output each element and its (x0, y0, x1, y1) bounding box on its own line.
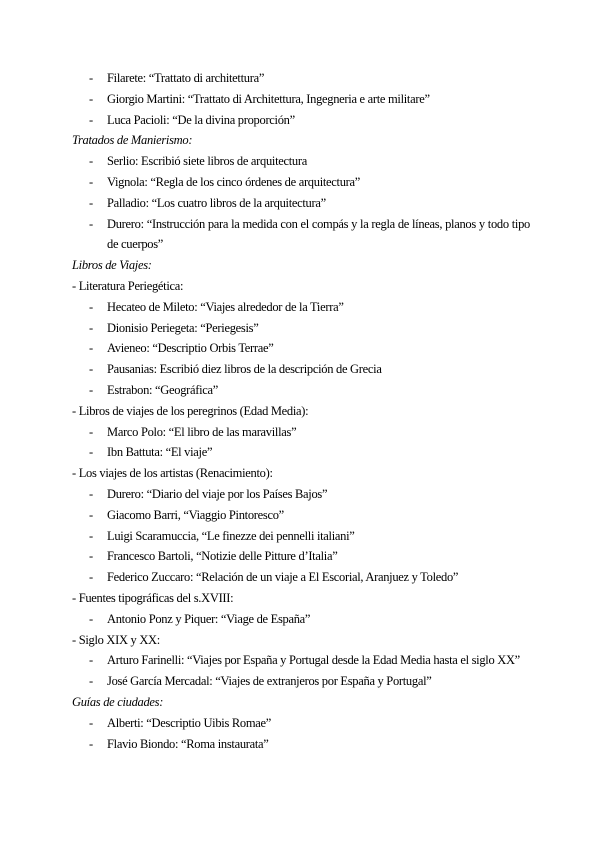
list-item (72, 68, 530, 89)
bullet-dash: - (89, 299, 93, 314)
list-item (72, 359, 530, 380)
list-item-text: Giacomo Barri, “Viaggio Pintoresco” (107, 507, 284, 522)
group-heading: - Siglo XIX y XX: (72, 632, 160, 647)
bullet-dash: - (89, 549, 93, 564)
list-item (72, 89, 530, 110)
section-heading: Tratados de Manierismo: (72, 133, 193, 148)
bullet-dash: - (89, 91, 93, 106)
bullet-dash: - (89, 653, 93, 668)
list-item (72, 546, 530, 567)
bullet-dash: - (89, 736, 93, 751)
list-item-text: Federico Zuccaro: “Relación de un viaje a El Escorial, Aranjuez y Toledo” (107, 570, 459, 585)
list-item-text: Flavio Biondo: “Roma instaurata” (107, 736, 269, 751)
list-item-text: Ibn Battuta: “El viaje” (107, 445, 213, 460)
bullet-dash: - (89, 216, 93, 231)
list-item-text: Antonio Ponz y Piquer: “Viage de España” (107, 611, 311, 626)
list-item (72, 422, 530, 443)
bullet-dash: - (89, 674, 93, 689)
list-item (72, 526, 530, 547)
bullet-dash: - (89, 445, 93, 460)
list-item (72, 338, 530, 359)
list-item-text: Arturo Farinelli: “Viajes por España y Portugal desde la Edad Media hasta el siglo XX” (107, 653, 520, 668)
list-item-text: Luca Pacioli: “De la divina proporción” (107, 112, 295, 127)
bullet-dash: - (89, 424, 93, 439)
list-item (72, 318, 530, 339)
list-item-text: Francesco Bartoli, “Notizie delle Pitture d’Italia” (107, 549, 338, 564)
list-item-text: José García Mercadal: “Viajes de extranjeros por España y Portugal” (107, 674, 432, 689)
bullet-dash: - (89, 382, 93, 397)
list-item (72, 151, 530, 172)
list-item (72, 609, 530, 630)
list-item-text: Marco Polo: “El libro de las maravillas” (107, 424, 297, 439)
list-item (72, 505, 530, 526)
document-body (72, 68, 530, 754)
bullet-dash: - (89, 715, 93, 730)
bullet-dash: - (89, 528, 93, 543)
bullet-dash: - (89, 570, 93, 585)
bullet-dash: - (89, 611, 93, 626)
list-item-text: Hecateo de Mileto: “Viajes alrededor de la Tierra” (107, 299, 344, 314)
list-item-text: Dionisio Periegeta: “Periegesis” (107, 320, 259, 335)
bullet-dash: - (89, 154, 93, 169)
group-heading: - Los viajes de los artistas (Renacimiento): (72, 466, 273, 481)
list-item (72, 484, 530, 505)
list-item-text: Durero: “Diario del viaje por los Países Bajos” (107, 486, 328, 501)
group-heading: - Literatura Periegética: (72, 278, 184, 293)
list-item-text: Vignola: “Regla de los cinco órdenes de arquitectura” (107, 174, 361, 189)
list-item-text: Avieneo: “Descriptio Orbis Terrae” (107, 341, 274, 356)
list-item-text: Giorgio Martini: “Trattato di Architettura, Ingegneria e arte militare” (107, 91, 430, 106)
bullet-dash: - (89, 507, 93, 522)
list-item (72, 734, 530, 755)
list-item-text: Serlio: Escribió siete libros de arquitectura (107, 154, 307, 169)
list-item-text: Luigi Scaramuccia, “Le finezze dei pennelli italiani” (107, 528, 355, 543)
section-heading: Guías de ciudades: (72, 694, 164, 709)
list-item (72, 297, 530, 318)
bullet-dash: - (89, 362, 93, 377)
list-item (72, 110, 530, 131)
list-item-text: Alberti: “Descriptio Uibis Romae” (107, 715, 272, 730)
bullet-dash: - (89, 320, 93, 335)
list-item (72, 567, 530, 588)
bullet-dash: - (89, 195, 93, 210)
list-item (72, 442, 530, 463)
list-item-text: Estrabon: “Geográfica” (107, 382, 219, 397)
list-item (72, 193, 530, 214)
list-item (72, 214, 530, 256)
group-heading: - Libros de viajes de los peregrinos (Edad Media): (72, 403, 309, 418)
bullet-dash: - (89, 112, 93, 127)
list-item-text: Pausanias: Escribió diez libros de la descripción de Grecia (107, 362, 382, 377)
list-item (72, 172, 530, 193)
group-heading: - Fuentes tipográficas del s.XVIII: (72, 590, 234, 605)
list-item-text: Filarete: “Trattato di architettura” (107, 71, 265, 85)
section-heading: Libros de Viajes: (72, 258, 152, 273)
list-item-text: Palladio: “Los cuatro libros de la arquitectura” (107, 195, 326, 210)
list-item (72, 713, 530, 734)
bullet-dash: - (89, 486, 93, 501)
bullet-dash: - (89, 71, 93, 85)
bullet-dash: - (89, 174, 93, 189)
list-item (72, 380, 530, 401)
list-item (72, 671, 530, 692)
list-item-text: Durero: “Instrucción para la medida con el compás y la regla de líneas, planos y todo tipo de cuerpos” (107, 216, 530, 252)
bullet-dash: - (89, 341, 93, 356)
list-item (72, 650, 530, 671)
